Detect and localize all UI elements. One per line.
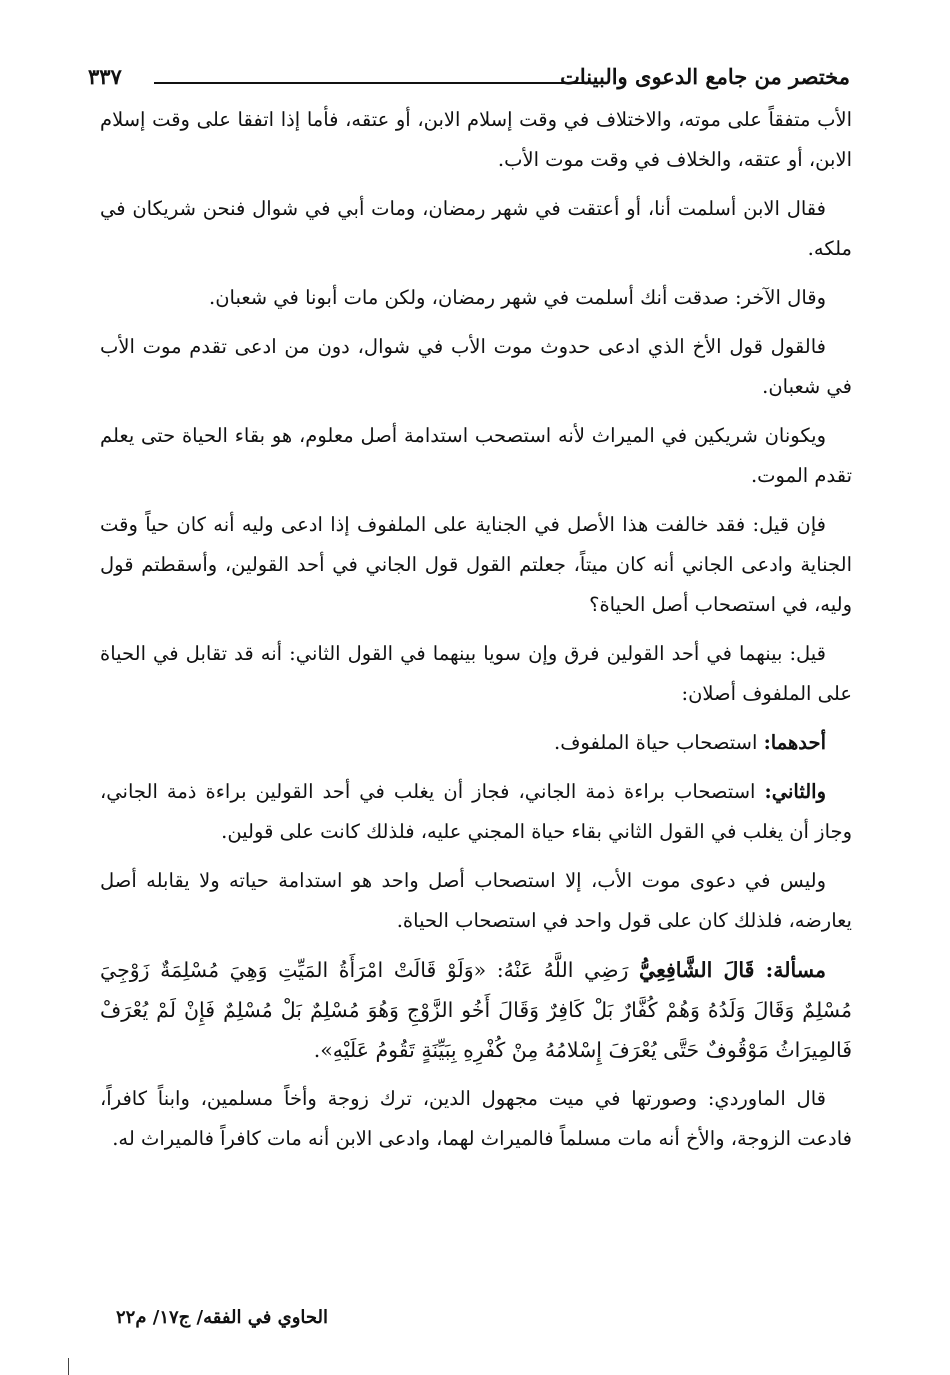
paragraph-text: وقال الآخر: صدقت أنك أسلمت في شهر رمضان، ولكن مات أبونا في شعبان. bbox=[209, 286, 826, 309]
paragraph-lead: والثاني: bbox=[764, 780, 826, 803]
paragraph-text: فإن قيل: فقد خالفت هذا الأصل في الجناية على الملفوف إذا ادعى وليه أنه كان حياً وقت الجناية وادعى الجاني أنه كان ميتاً، جعلتم القول قول الجاني في أحد القولين، وأسقطتم قول وليه، في استصحاب أصل الحياة؟ bbox=[100, 513, 852, 616]
paragraph-text: ويكونان شريكين في الميراث لأنه استصحب استدامة أصل معلوم، هو بقاء الحياة حتى يعلم تقدم الموت. bbox=[100, 424, 852, 487]
paragraph-1 bbox=[100, 100, 852, 180]
paragraph-text: الأب متفقاً على موته، والاختلاف في وقت إسلام الابن، أو عتقه، فأما إذا اتفقا على وقت إسلام الابن، أو عتقه، والخلاف في وقت موت الأب. bbox=[100, 108, 852, 171]
paragraph-text: فقال الابن أسلمت أنا، أو أعتقت في شهر رمضان، ومات أبي في شوال فنحن شريكان في ملكه. bbox=[100, 197, 852, 260]
paragraph-text: وليس في دعوى موت الأب، إلا استصحاب أصل واحد هو استدامة حياته ولا يقابله أصل يعارضه، فلذلك كان على قول واحد في استصحاب الحياة. bbox=[100, 869, 852, 932]
footer-signature: الحاوي في الفقه/ ج١٧/ م٢٢ bbox=[115, 1307, 328, 1328]
page-number: ٣٣٧ bbox=[88, 64, 122, 89]
paragraph-8 bbox=[100, 723, 852, 763]
running-header bbox=[88, 62, 850, 96]
header-rule bbox=[154, 82, 588, 84]
body-text bbox=[100, 100, 852, 1168]
paragraph-lead: مسألة: قَالَ الشَّافِعِيُّ bbox=[639, 958, 826, 982]
paragraph-text: استصحاب براءة ذمة الجاني، فجاز أن يغلب في أحد القولين براءة ذمة الجاني، وجاز أن يغلب في القول الثاني بقاء حياة المجني عليه، فلذلك كانت على قولين. bbox=[100, 780, 852, 843]
book-title: مختصر من جامع الدعوى والبينات bbox=[560, 64, 850, 89]
paragraph-text: فالقول قول الأخ الذي ادعى حدوث موت الأب في شوال، دون من ادعى تقدم موت الأب في شعبان. bbox=[100, 335, 852, 398]
paragraph-3 bbox=[100, 278, 852, 318]
paragraph-text: قيل: بينهما في أحد القولين فرق وإن سويا بينهما في القول الثاني: أنه قد تقابل في الحياة على الملفوف أصلان: bbox=[100, 642, 852, 705]
paragraph-5 bbox=[100, 416, 852, 496]
paragraph-10 bbox=[100, 861, 852, 941]
paragraph-2 bbox=[100, 189, 852, 269]
paragraph-6 bbox=[100, 505, 852, 625]
paragraph-text: استصحاب حياة الملفوف. bbox=[554, 731, 764, 754]
paragraph-12 bbox=[100, 1079, 852, 1159]
paragraph-lead: أحدهما: bbox=[763, 731, 826, 754]
margin-mark bbox=[68, 1358, 69, 1375]
paragraph-7 bbox=[100, 634, 852, 714]
paragraph-text: رَضِي اللَّهُ عَنْهُ: «وَلَوْ قَالَتْ امْرَأَةُ المَيِّتِ وَهِيَ مُسْلِمَةٌ زَوْجِيَ مُسْلِمٌ وَقَالَ وَلَدُهُ وَهُمْ كُفَّارٌ بَلْ كَافِرٌ وَقَالَ أَخُو الزَّوْجِ وَهُوَ مُسْلِمٌ بَلْ مُسْلِمٌ فَإِنْ لَمْ يُعْرَفْ فَالمِيرَاثُ مَوْقُوفٌ حَتَّى يُعْرَفَ إِسْلامُهُ مِنْ كُفْرِهِ بِبَيِّنَةٍ تَقُومُ عَلَيْهِ». bbox=[100, 958, 852, 1062]
paragraph-11 bbox=[100, 950, 852, 1070]
paragraph-9 bbox=[100, 772, 852, 852]
paragraph-text: قال الماوردي: وصورتها في ميت مجهول الدين، ترك زوجة وأخاً مسلمين، وابناً كافراً، فادعت الزوجة، والأخ أنه مات مسلماً فالميراث لهما، وادعى الابن أنه مات كافراً فالميراث له. bbox=[100, 1087, 852, 1150]
paragraph-4 bbox=[100, 327, 852, 407]
